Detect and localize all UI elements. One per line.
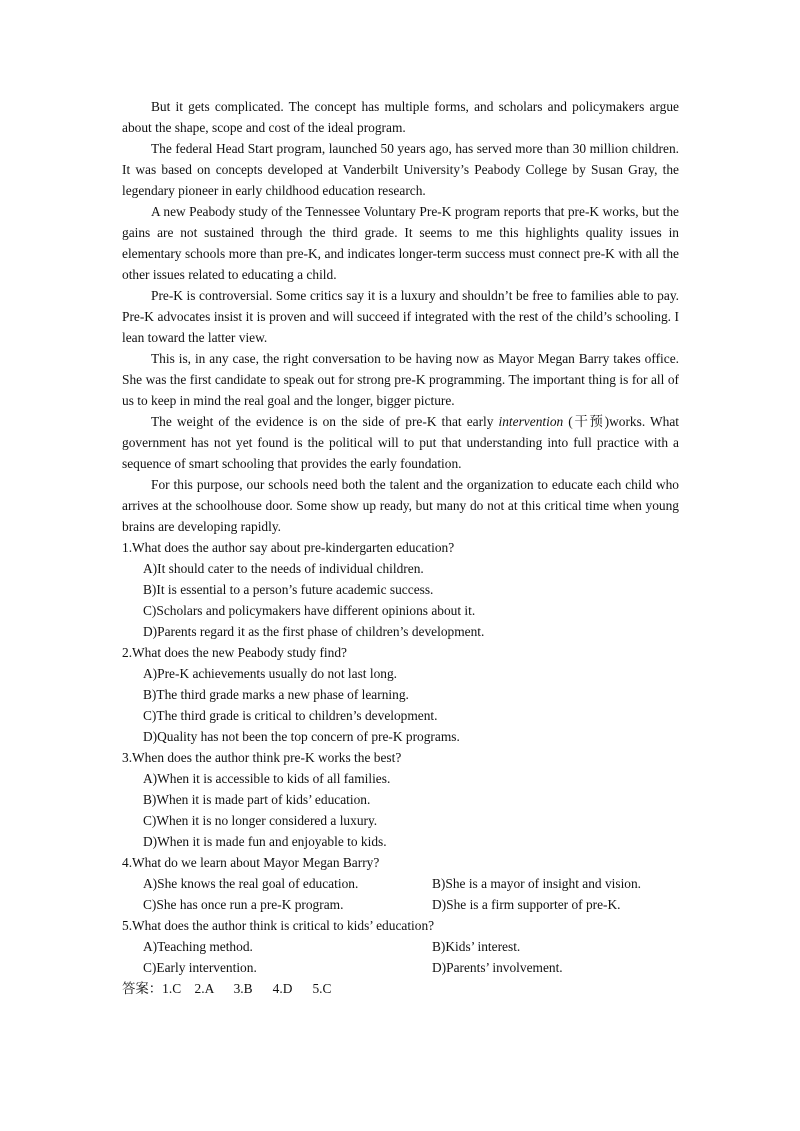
question-1 [122,537,679,642]
p6-gloss: (干预) [563,414,610,429]
option-b: B)Kids’ interest. [432,939,521,954]
option-a: A)It should cater to the needs of individual children. [143,561,424,576]
question-stem: 1.What does the author say about pre-kindergarten education? [122,540,455,555]
option-c: C)The third grade is critical to children’s development. [143,708,438,723]
option-c: C)Scholars and policymakers have different opinions about it. [143,603,476,618]
option-c: C)When it is no longer considered a luxury. [143,813,378,828]
option-d: D)Parents regard it as the first phase of children’s development. [143,624,485,639]
passage-paragraph-3: A new Peabody study of the Tennessee Voluntary Pre-K program reports that pre-K works, but the gains are not sustained through the third grade. It seems to me this highlights quality issues in elementary schools more than pre-K, and indicates longer-term success must connect pre-K with all the other issues related to educating a child. [122,204,679,282]
option-c: C)Early intervention. [143,960,257,975]
answer-key: 答案：1.C 2.A 3.B 4.D 5.C [122,981,332,996]
option-b: B)When it is made part of kids’ education. [143,792,371,807]
question-stem: 4.What do we learn about Mayor Megan Barry? [122,855,380,870]
option-b: B)It is essential to a person’s future academic success. [143,582,434,597]
option-d: D)Quality has not been the top concern of pre-K programs. [143,729,460,744]
passage-paragraph-7: For this purpose, our schools need both the talent and the organization to educate each child who arrives at the schoolhouse door. Some show up ready, but many do not at this critical time when young brains are developing rapidly. [122,477,679,534]
option-a: A)Pre-K achievements usually do not last long. [143,666,397,681]
passage-paragraph-4: Pre-K is controversial. Some critics say it is a luxury and shouldn’t be free to families able to pay. Pre-K advocates insist it is proven and will succeed if integrated with the rest of the child’s schooling. I lean toward the latter view. [122,288,679,345]
options-row-1 [122,873,679,894]
question-3 [122,747,679,852]
question-4 [122,852,679,915]
option-b: B)The third grade marks a new phase of learning. [143,687,409,702]
p6-text-after: works. What government has not yet found is the political will to put that understanding into full practice with a sequence of smart schooling that provides the early foundation. [122,414,679,471]
question-5 [122,915,679,978]
option-b: B)She is a mayor of insight and vision. [432,876,642,891]
passage-paragraph-5: This is, in any case, the right conversation to be having now as Mayor Megan Barry takes office. She was the first candidate to speak out for strong pre-K programming. The important thing is for all of us to keep in mind the real goal and the longer, bigger picture. [122,351,679,408]
passage-paragraph-1: But it gets complicated. The concept has multiple forms, and scholars and policymakers argue about the shape, scope and cost of the ideal program. [122,99,679,135]
option-d: D)When it is made fun and enjoyable to kids. [143,834,387,849]
question-stem: 5.What does the author think is critical to kids’ education? [122,918,435,933]
passage-paragraph-2: The federal Head Start program, launched 50 years ago, has served more than 30 million children. It was based on concepts developed at Vanderbilt University’s Peabody College by Susan Gray, the legendary pioneer in early childhood education research. [122,141,679,198]
options-row-2 [122,894,679,915]
document-page [122,96,679,999]
options-row-1 [122,936,679,957]
option-c: C)She has once run a pre-K program. [143,897,344,912]
option-d: D)She is a firm supporter of pre-K. [432,897,621,912]
reading-passage [122,96,679,537]
p6-text-before: The weight of the evidence is on the side of pre-K that early [151,414,499,429]
passage-paragraph-6 [122,411,679,474]
option-d: D)Parents’ involvement. [432,960,563,975]
question-stem: 3.When does the author think pre-K works the best? [122,750,402,765]
option-a: A)When it is accessible to kids of all families. [143,771,391,786]
option-a: A)Teaching method. [143,939,253,954]
p6-italic-term: intervention [498,414,564,429]
question-stem: 2.What does the new Peabody study find? [122,645,347,660]
option-a: A)She knows the real goal of education. [143,876,359,891]
question-2 [122,642,679,747]
options-row-2 [122,957,679,978]
